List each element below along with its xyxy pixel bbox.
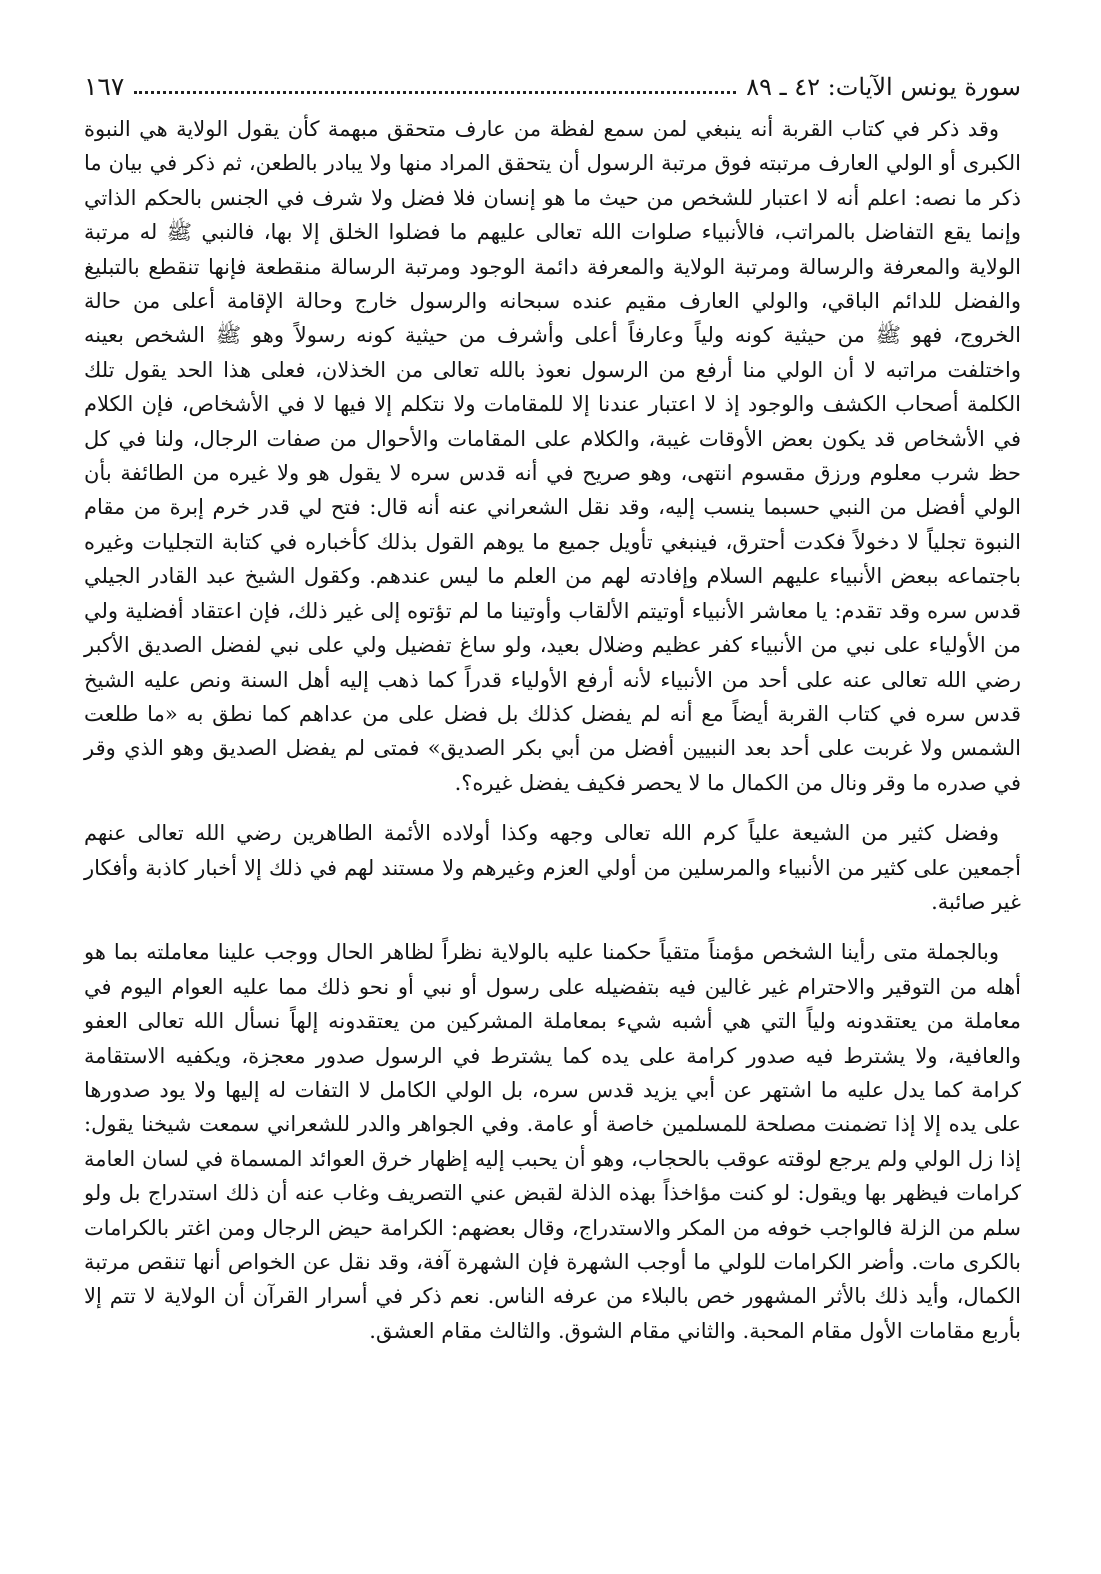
running-header [84,72,1021,102]
page-number: ١٦٧ [84,72,125,101]
body-text [84,112,1021,1348]
leader-dots [134,90,736,94]
paragraph-1: وقد ذكر في كتاب القربة أنه ينبغي لمن سمع لفظة من عارف متحقق مبهمة كأن يقول الولاية هي النبوة الكبرى أو الولي العارف مرتبته فوق مرتبة الرسول أن يتحقق المراد منها ولا يبادر بالطعن، ثم ذكر في بيان ما ذكر ما نصه: اعلم أنه لا اعتبار للشخص من حيث ما هو إنسان فلا فضل ولا شرف في الجنس بالحكم الذاتي وإنما يقع التفاضل بالمراتب، فالأنبياء صلوات الله تعالى عليهم ما فضلوا الخلق إلا بها، فالنبي ﷺ له مرتبة الولاية والمعرفة والرسالة ومرتبة الولاية والمعرفة دائمة الوجود ومرتبة الرسالة منقطعة فإنها تنقطع بالتبليغ والفضل للدائم الباقي، والولي العارف مقيم عنده سبحانه والرسول خارج وحالة الإقامة أعلى من حالة الخروج، فهو ﷺ من حيثية كونه ولياً وعارفاً أعلى وأشرف من حيثية كونه رسولاً وهو ﷺ الشخص بعينه واختلفت مراتبه لا أن الولي منا أرفع من الرسول نعوذ بالله تعالى من الخذلان، فعلى هذا الحد يقول تلك الكلمة أصحاب الكشف والوجود إذ لا اعتبار عندنا إلا للمقامات ولا نتكلم إلا فيها لا في الأشخاص، فإن الكلام في الأشخاص قد يكون بعض الأوقات غيبة، والكلام على المقامات والأحوال من صفات الرجال، ولنا في كل حظ شرب معلوم ورزق مقسوم انتهى، وهو صريح في أنه قدس سره لا يقول هو ولا غيره من الطائفة بأن الولي أفضل من النبي حسبما ينسب إليه، وقد نقل الشعراني عنه أنه قال: فتح لي قدر خرم إبرة من مقام النبوة تجلياً لا دخولاً فكدت أحترق، فينبغي تأويل جميع ما يوهم القول بذلك كأخباره في كتابة التجليات وغيره باجتماعه ببعض الأنبياء عليهم السلام وإفادته لهم من العلم ما ليس عندهم. وكقول الشيخ عبد القادر الجيلي قدس سره وقد تقدم: يا معاشر الأنبياء أوتيتم الألقاب وأوتينا ما لم تؤتوه إلى غير ذلك، فإن اعتقاد أفضلية ولي من الأولياء على نبي من الأنبياء كفر عظيم وضلال بعيد، ولو ساغ تفضيل ولي على نبي لفضل الصديق الأكبر رضي الله تعالى عنه على أحد من الأنبياء لأنه أرفع الأولياء قدراً كما ذهب إليه أهل السنة ونص عليه الشيخ قدس سره في كتاب القربة أيضاً مع أنه لم يفضل كذلك بل فضل على من عداهم كما نطق به «ما طلعت الشمس ولا غربت على أحد بعد النبيين أفضل من أبي بكر الصديق» فمتى لم يفضل الصديق وهو الذي وقر في صدره ما وقر ونال من الكمال ما لا يحصر فكيف يفضل غيره؟. [84,117,1021,795]
paragraph-3: وبالجملة متى رأينا الشخص مؤمناً متقياً حكمنا عليه بالولاية نظراً لظاهر الحال ووجب علينا معاملته بما هو أهله من التوقير والاحترام غير غالين فيه بتفضيله على رسول أو نبي أو نحو ذلك مما عليه العوام اليوم في معاملة من يعتقدونه ولياً التي هي أشبه شيء بمعاملة المشركين من يعتقدونه إلهاً نسأل الله تعالى العفو والعافية، ولا يشترط فيه صدور كرامة على يده كما يشترط في الرسول صدور معجزة، ويكفيه الاستقامة كرامة كما يدل عليه ما اشتهر عن أبي يزيد قدس سره، بل الولي الكامل لا التفات له إليها ولا يود صدورها على يده إلا إذا تضمنت مصلحة للمسلمين خاصة أو عامة. وفي الجواهر والدر للشعراني سمعت شيخنا يقول: إذا زل الولي ولم يرجع لوقته عوقب بالحجاب، وهو أن يحبب إليه إظهار خرق العوائد المسماة في لسان العامة كرامات فيظهر بها ويقول: لو كنت مؤاخذاً بهذه الذلة لقبض عني التصريف وغاب عنه أن ذلك استدراج بل ولو سلم من الزلة فالواجب خوفه من المكر والاستدراج، وقال بعضهم: الكرامة حيض الرجال ومن اغتر بالكرامات بالكرى مات. وأضر الكرامات للولي ما أوجب الشهرة فإن الشهرة آفة، وقد نقل عن الخواص أنها تنقص مرتبة الكمال، وأيد ذلك بالأثر المشهور خص بالبلاء من عرفه الناس. نعم ذكر في أسرار القرآن أن الولاية لا تتم إلا بأربع مقامات الأول مقام المحبة. والثاني مقام الشوق. والثالث مقام العشق. [84,940,1021,1343]
paragraph-2: وفضل كثير من الشيعة علياً كرم الله تعالى وجهه وكذا أولاده الأئمة الطاهرين رضي الله تعالى عنهم أجمعين على كثير من الأنبياء والمرسلين من أولي العزم وغيرهم ولا مستند لهم في ذلك إلا أخبار كاذبة وأفكار غير صائبة. [84,821,1021,914]
sura-title: سورة يونس الآيات: ٤٢ ـ ٨٩ [746,73,1021,101]
